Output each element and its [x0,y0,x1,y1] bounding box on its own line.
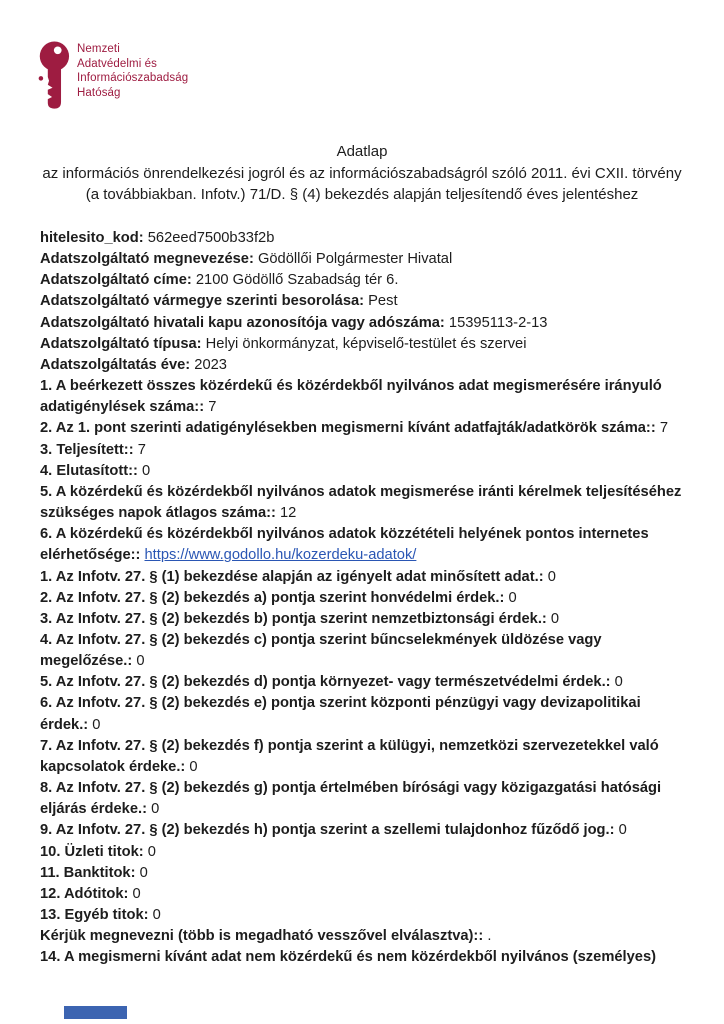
page-subtitle: az információs önrendelkezési jogról és az információszabadságról szóló 2011. évi CXII. törvény (a továbbiakban. Infotv.) 71/D. § (4) bekezdés alapján teljesítendő éves jelentéshez [42,164,682,204]
field-label: 12. Adótitok: [40,885,129,902]
field-value: 15395113-2-13 [448,314,548,331]
title-block [40,141,684,206]
field-row [40,440,684,461]
field-label: 4. Elutasított:: [40,462,138,479]
field-row [40,291,684,312]
field-value: 0 [152,907,161,923]
field-label: Adatszolgáltató vármegye szerinti besorolása: [40,293,365,310]
naih-logo-text [77,40,188,100]
field-value: 0 [132,885,141,902]
field-row [40,567,684,588]
field-label: 5. A közérdekű és közérdekből nyilvános adatok megismerése iránti kérelmek teljesítéséhez szükséges napok átlagos száma:: [40,483,682,522]
field-row [40,228,684,249]
field-label: 6. A közérdekű és közérdekből nyilvános adatok közzétételi helyének pontos internetes elérhetősége:: [40,526,649,564]
field-row [40,524,684,566]
key-icon [36,40,70,117]
field-label: Kérjük megnevezni (több is megadható vesszővel elválasztva):: [40,928,484,945]
field-label: 7. Az Infotv. 27. § (2) bekezdés f) pontja szerint a külügyi, nemzetközi szervezetekkel való kapcsolatok érdeke.: [40,737,659,775]
field-value: 12 [280,505,297,522]
field-value: 0 [139,864,148,881]
field-label: Adatszolgáltató típusa: [40,335,202,352]
kozerdeku-adatok-link[interactable]: https://www.godollo.hu/kozerdeku-adatok/ [144,547,417,564]
footer-accent-bar [64,1006,127,1019]
field-row [40,693,684,735]
field-row [40,863,684,884]
field-row [40,736,684,778]
field-label: 1. A beérkezett összes közérdekű és közérdekből nyilvános adat megismerésére irányuló adatigénylések száma:: [40,378,662,416]
field-row [40,884,684,905]
field-label: 9. Az Infotv. 27. § (2) bekezdés h) pontja szerint a szellemi tulajdonhoz fűződő jog.: [40,822,615,839]
field-row [40,588,684,609]
page-title: Adatlap [336,143,388,160]
field-row [40,609,684,630]
logo-line-1: Nemzeti [77,43,120,55]
field-label: hitelesito_kod: [40,230,144,246]
field-value: 2023 [194,356,227,373]
field-value: Pest [368,293,398,310]
field-value: 0 [550,610,560,627]
field-value: . [487,928,492,945]
field-label: 11. Banktitok: [40,864,136,881]
field-value: 7 [208,399,217,416]
field-label: 1. Az Infotv. 27. § (1) bekezdése alapján az igényelt adat minősített adat.: [40,568,544,585]
field-value: 0 [189,758,198,775]
field-row [40,376,684,418]
field-row [40,249,684,270]
field-label: 10. Üzleti titok: [40,843,144,860]
field-row [40,334,684,355]
field-row [40,630,684,672]
logo-line-2: Adatvédelmi és [77,57,158,70]
field-value: 0 [508,589,517,606]
field-row [40,842,684,863]
field-row [40,905,684,926]
field-label: 2. Az Infotv. 27. § (2) bekezdés a) pontja szerint honvédelmi érdek.: [40,589,505,606]
field-value: 0 [547,568,556,585]
field-row [40,778,684,820]
field-label: Adatszolgáltató megnevezése: [40,251,254,268]
field-row [40,418,684,439]
field-value: 7 [137,441,146,458]
field-value: 562eed7500b33f2b [147,230,275,246]
field-label: Adatszolgáltató címe: [40,272,192,289]
field-row [40,482,684,524]
form-fields [40,228,684,968]
field-label: 2. Az 1. pont szerinti adatigénylésekben megismerni kívánt adatfajták/adatkörök száma:: [40,420,656,437]
field-label: Adatszolgáltató hivatali kapu azonosítója vagy adószáma: [40,314,445,331]
field-value: 0 [147,843,156,860]
field-value: 0 [92,716,101,733]
field-value: 0 [136,653,145,670]
field-row [40,926,684,947]
naih-logo [36,40,188,117]
field-label: 5. Az Infotv. 27. § (2) bekezdés d) pontja környezet- vagy természetvédelmi érdek.: [40,674,611,691]
logo-line-3: Információszabadság [77,72,189,84]
field-row [40,820,684,841]
field-label: 3. Teljesített:: [40,441,134,458]
field-value: 0 [618,822,627,839]
field-value: Gödöllői Polgármester Hivatal [257,251,453,268]
logo-line-4: Hatóság [77,86,121,99]
field-label: 3. Az Infotv. 27. § (2) bekezdés b) pontja szerint nemzetbiztonsági érdek.: [40,610,547,627]
field-value: Helyi önkormányzat, képviselő-testület és szervei [205,335,527,352]
field-value: 0 [151,801,160,818]
field-label: 8. Az Infotv. 27. § (2) bekezdés g) pontja értelmében bírósági vagy közigazgatási hatósági eljárás érdeke.: [40,780,662,818]
field-row [40,355,684,376]
field-value: 2100 Gödöllő Szabadság tér 6. [195,272,399,289]
field-label: 6. Az Infotv. 27. § (2) bekezdés e) pontja szerint központi pénzügyi vagy devizapolitikai érdek.: [40,695,641,733]
field-value: 0 [142,462,151,479]
field-row [40,672,684,693]
field-row [40,270,684,291]
field-label: 4. Az Infotv. 27. § (2) bekezdés c) pontja szerint bűncselekmények üldözése vagy megelőzése.: [40,631,602,670]
field-value: 0 [614,674,623,691]
field-row [40,313,684,334]
field-value: 7 [659,420,668,437]
field-label: Adatszolgáltatás éve: [40,356,191,373]
field-label: 14. A megismerni kívánt adat nem közérdekű és nem közérdekből nyilvános (személyes) [40,949,657,966]
field-label: 13. Egyéb titok: [40,907,149,923]
field-row [40,947,684,968]
field-row [40,461,684,482]
